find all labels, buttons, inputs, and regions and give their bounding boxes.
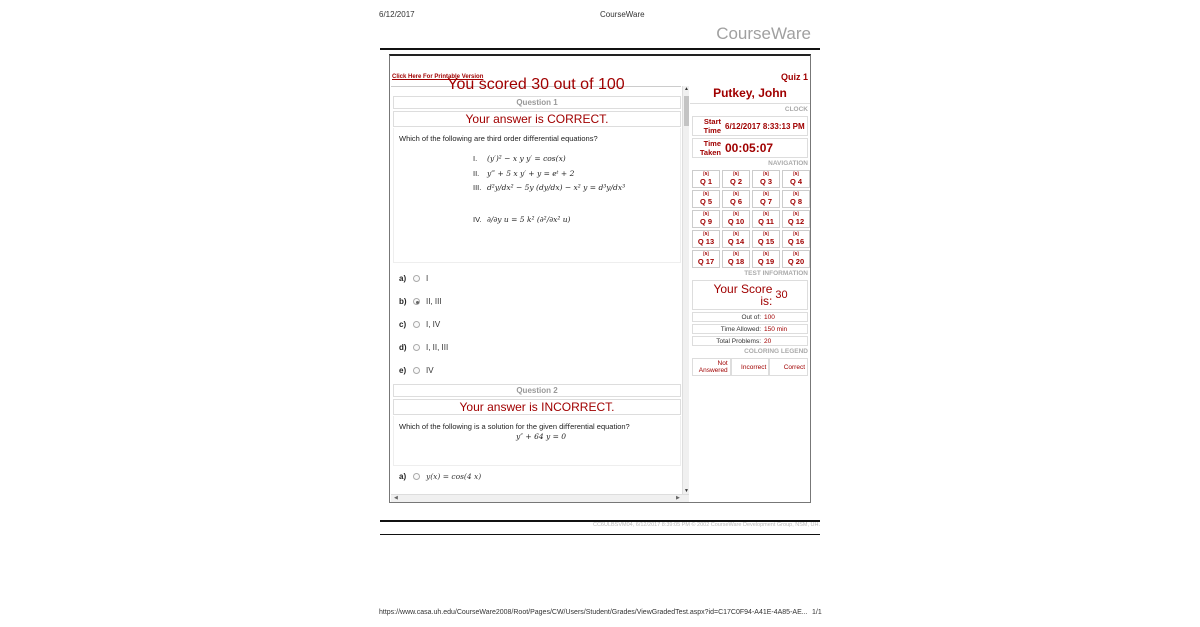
nav-points: [5]	[763, 251, 769, 256]
scroll-up-icon[interactable]: ▲	[684, 86, 689, 92]
nav-question-button[interactable]	[722, 170, 750, 188]
equation-item	[473, 183, 625, 192]
nav-label: Q 18	[727, 257, 745, 266]
answer-option[interactable]	[399, 320, 440, 329]
start-time-label: Start Time	[703, 117, 721, 135]
legend-section-title: COLORING LEGEND	[744, 348, 808, 355]
equation-numeral: II.	[473, 169, 480, 178]
answer-verdict: Your answer is INCORRECT.	[393, 399, 681, 415]
nav-points: [5]	[703, 211, 709, 216]
score-value: 30	[775, 289, 788, 301]
answer-text: I, IV	[426, 320, 441, 329]
nav-question-button[interactable]	[692, 210, 720, 228]
test-info-section-title: TEST INFORMATION	[744, 270, 808, 277]
total-problems-value: 20	[764, 338, 772, 345]
answer-text: I, II, III	[426, 343, 449, 352]
answer-verdict: Your answer is CORRECT.	[393, 111, 681, 127]
nav-label: Q 14	[727, 237, 745, 246]
equation-numeral: IV.	[473, 215, 482, 224]
radio-button[interactable]	[413, 321, 420, 328]
nav-question-button[interactable]	[692, 190, 720, 208]
nav-points: [5]	[763, 171, 769, 176]
total-problems-row	[692, 336, 808, 346]
out-of-value: 100	[764, 314, 775, 321]
question-header: Question 1	[393, 96, 681, 109]
time-taken-value: 00:05:07	[725, 141, 774, 155]
nav-question-button[interactable]	[752, 190, 780, 208]
scroll-right-icon[interactable]: ▶	[676, 495, 680, 501]
out-of-row	[692, 312, 808, 322]
nav-label: Q 1	[699, 177, 713, 186]
nav-label: Q 12	[787, 217, 805, 226]
answer-letter: a)	[399, 274, 407, 283]
nav-question-button[interactable]	[752, 170, 780, 188]
nav-question-button[interactable]	[722, 250, 750, 268]
equation-numeral: I.	[473, 154, 478, 163]
nav-label: Q 15	[757, 237, 775, 246]
answer-text: I	[426, 274, 429, 283]
clock-section-title: CLOCK	[784, 106, 808, 113]
nav-points: [5]	[793, 191, 799, 196]
nav-points: [5]	[793, 231, 799, 236]
score-label: Your Score is:	[713, 282, 773, 308]
info-panel	[690, 86, 810, 378]
printable-version-link[interactable]: Click Here For Printable Version	[392, 74, 484, 80]
answer-option[interactable]	[399, 297, 442, 306]
nav-question-button[interactable]	[782, 230, 810, 248]
nav-points: [5]	[703, 231, 709, 236]
nav-label: Q 5	[699, 197, 713, 206]
answer-text: y(x) = cos(4 x)	[426, 472, 482, 481]
answer-option[interactable]	[399, 472, 481, 481]
print-title: CourseWare	[600, 10, 645, 19]
nav-points: [5]	[763, 191, 769, 196]
nav-points: [5]	[793, 171, 799, 176]
quiz-title: Quiz 1	[780, 72, 808, 82]
nav-question-button[interactable]	[692, 170, 720, 188]
answer-text: II, III	[426, 297, 442, 306]
scrollbar-thumb[interactable]	[684, 96, 689, 126]
equation-numeral: III.	[473, 183, 482, 192]
nav-points: [5]	[733, 171, 739, 176]
answer-text: IV	[426, 366, 434, 375]
start-time-box	[692, 116, 808, 136]
student-name: Putkey, John	[690, 86, 810, 104]
horizontal-scrollbar[interactable]	[391, 494, 689, 502]
nav-points: [5]	[793, 211, 799, 216]
vertical-scrollbar[interactable]	[682, 86, 689, 494]
equation-text: y‴ + 5 x y′ + y = eᵗ + 2	[487, 169, 575, 178]
answer-letter: d)	[399, 343, 407, 352]
nav-points: [5]	[763, 231, 769, 236]
nav-question-button[interactable]	[722, 190, 750, 208]
copyright-footer: CC6ULBSVM04, 6/12/2017 8:39:05 PM © 2002 CourseWare Development Group, NSM, UH.	[592, 522, 820, 528]
nav-question-button[interactable]	[722, 210, 750, 228]
nav-label: Q 16	[787, 237, 805, 246]
nav-points: [5]	[733, 191, 739, 196]
equation-item	[473, 215, 570, 224]
answer-letter: b)	[399, 297, 407, 306]
answer-option[interactable]	[399, 274, 428, 283]
quiz-frame	[389, 54, 811, 503]
nav-label: Q 17	[697, 257, 715, 266]
nav-label: Q 13	[697, 237, 715, 246]
answer-letter: c)	[399, 320, 407, 329]
nav-label: Q 3	[759, 177, 773, 186]
nav-label: Q 20	[787, 257, 805, 266]
nav-points: [5]	[733, 251, 739, 256]
answer-option[interactable]	[399, 343, 448, 352]
nav-question-button[interactable]	[782, 190, 810, 208]
question-header: Question 2	[393, 384, 681, 397]
answer-option[interactable]	[399, 366, 434, 375]
radio-button[interactable]	[413, 275, 420, 282]
nav-label: Q 11	[758, 217, 774, 226]
nav-label: Q 6	[729, 197, 743, 206]
legend-not-answered: Not Answered	[692, 358, 731, 376]
scroll-left-icon[interactable]: ◀	[394, 495, 398, 501]
nav-points: [5]	[733, 231, 739, 236]
bottom-divider-thin	[380, 534, 820, 535]
equation-text: (y′)² − x y y′ = cos(x)	[487, 154, 566, 163]
time-taken-label: Time Taken	[699, 139, 721, 157]
equation-text: y″ + 64 y = 0	[516, 432, 567, 441]
nav-label: Q 19	[757, 257, 775, 266]
total-problems-label: Total Problems:	[716, 338, 761, 345]
radio-button[interactable]	[413, 367, 420, 374]
nav-label: Q 2	[729, 177, 743, 186]
legend-correct: Correct	[769, 358, 808, 376]
nav-question-button[interactable]	[692, 230, 720, 248]
print-date: 6/12/2017	[379, 10, 415, 19]
nav-question-button[interactable]	[782, 250, 810, 268]
time-taken-box	[692, 138, 808, 158]
answer-letter: a)	[399, 472, 407, 481]
radio-button[interactable]	[413, 473, 420, 480]
start-time-value: 6/12/2017 8:33:13 PM	[725, 121, 805, 131]
brand-logo-text: CourseWare	[716, 24, 811, 43]
nav-question-button[interactable]	[752, 230, 780, 248]
nav-label: Q 7	[759, 197, 773, 206]
question-prompt: Which of the following is a solution for the given diﬀerential equation?	[399, 422, 630, 431]
nav-question-button[interactable]	[722, 230, 750, 248]
nav-points: [5]	[733, 211, 739, 216]
equation-text: ∂/∂y u = 5 k² (∂²/∂x² u)	[487, 215, 571, 224]
nav-question-button[interactable]	[752, 250, 780, 268]
nav-question-button[interactable]	[692, 250, 720, 268]
coloring-legend	[692, 358, 808, 376]
out-of-label: Out of:	[741, 314, 761, 321]
question-body	[393, 128, 681, 263]
radio-button[interactable]	[413, 344, 420, 351]
print-page-number: 1/1	[812, 609, 822, 616]
question-prompt: Which of the following are third order diﬀerential equations?	[399, 134, 598, 143]
time-allowed-value: 150 min	[764, 326, 788, 333]
answer-letter: e)	[399, 366, 407, 375]
nav-label: Q 10	[727, 217, 745, 226]
navigation-section-title: NAVIGATION	[768, 160, 808, 167]
nav-label: Q 9	[699, 217, 713, 226]
top-divider	[380, 48, 820, 50]
nav-label: Q 8	[789, 197, 803, 206]
time-allowed-label: Time Allowed:	[720, 326, 761, 333]
nav-question-button[interactable]	[782, 170, 810, 188]
nav-points: [5]	[793, 251, 799, 256]
radio-button-selected[interactable]	[413, 298, 420, 305]
nav-question-button[interactable]	[752, 210, 780, 228]
nav-points: [5]	[703, 171, 709, 176]
score-banner: You scored 30 out of 100	[447, 76, 625, 93]
score-box	[692, 280, 808, 310]
legend-incorrect: Incorrect	[731, 358, 770, 376]
nav-points: [5]	[763, 211, 769, 216]
scroll-down-icon[interactable]: ▼	[684, 488, 689, 494]
equation-item	[473, 154, 566, 163]
equation-text: d²y/dx² − 5y (dy/dx) − x² y = d³y/dx³	[487, 183, 626, 192]
question-navigation	[690, 168, 810, 268]
nav-label: Q 4	[789, 177, 803, 186]
nav-points: [5]	[703, 191, 709, 196]
time-allowed-row	[692, 324, 808, 334]
nav-question-button[interactable]	[782, 210, 810, 228]
equation-item	[473, 169, 574, 178]
nav-points: [5]	[703, 251, 709, 256]
print-url: https://www.casa.uh.edu/CourseWare2008/Root/Pages/CW/Users/Student/Grades/ViewGradedTest.aspx?id=C17C0F94-A41E-4A85-AE...	[379, 609, 808, 616]
